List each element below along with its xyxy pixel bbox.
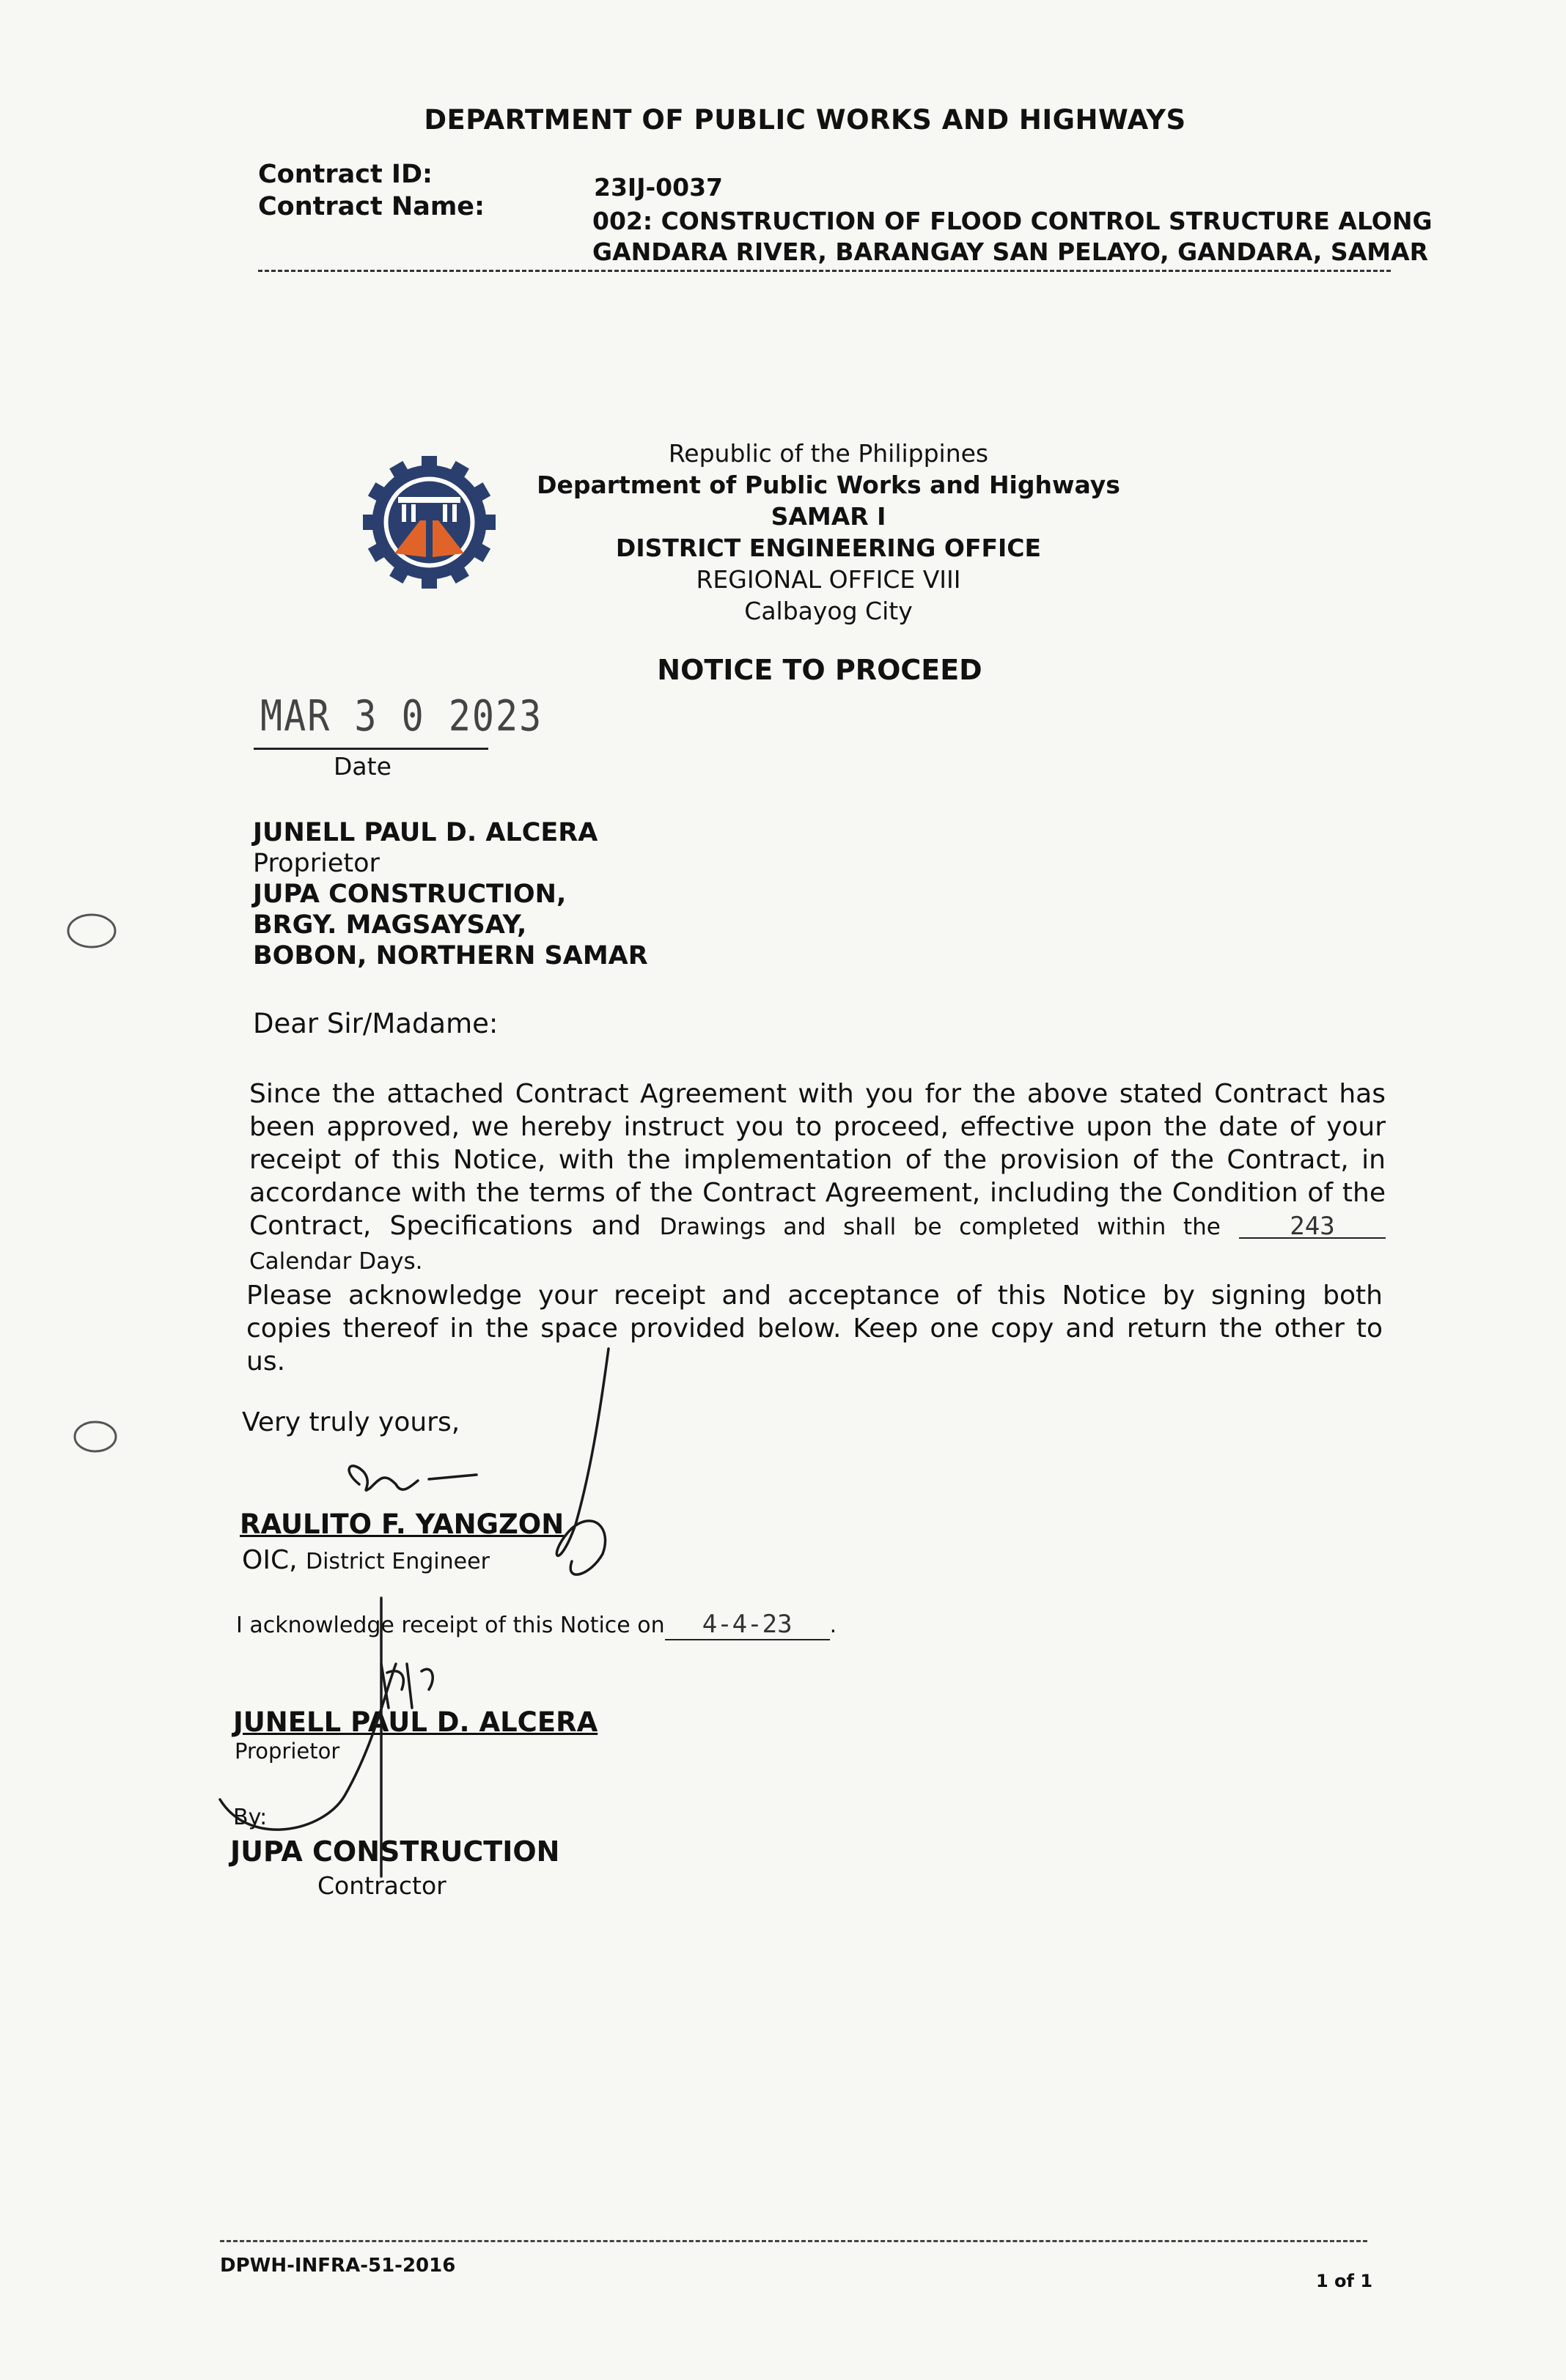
acknowledgement-text: I acknowledge receipt of this Notice on xyxy=(236,1613,665,1638)
letterhead-office: DISTRICT ENGINEERING OFFICE xyxy=(615,534,1042,562)
by-label: By: xyxy=(233,1805,268,1830)
addressee-company: JUPA CONSTRUCTION, xyxy=(253,880,567,909)
contract-name-line1: 002: CONSTRUCTION OF FLOOD CONTROL STRUCTURE ALONG xyxy=(592,207,1433,235)
contract-id-value: 23IJ-0037 xyxy=(594,173,724,202)
signatory-name: RAULITO F. YANGZON xyxy=(240,1508,565,1540)
letterhead-city: Calbayog City xyxy=(744,597,913,625)
letterhead-district: SAMAR I xyxy=(771,502,886,531)
acknowledgement-period: . xyxy=(829,1613,837,1638)
letterhead-region: REGIONAL OFFICE VIII xyxy=(696,565,961,594)
letterhead xyxy=(506,438,1151,627)
dpwh-logo xyxy=(361,454,497,590)
page-number: 1 of 1 xyxy=(1316,2271,1373,2291)
document-title: NOTICE TO PROCEED xyxy=(657,654,982,686)
closing: Very truly yours, xyxy=(242,1407,460,1437)
addressee-title: Proprietor xyxy=(253,849,380,878)
signatory-title-text: District Engineer xyxy=(306,1549,490,1574)
footer-divider xyxy=(220,2240,1367,2242)
contractor-company: JUPA CONSTRUCTION xyxy=(230,1835,560,1868)
acknowledgement-date: 4-4-23 xyxy=(665,1610,830,1640)
acknowledgement xyxy=(236,1610,837,1640)
body-text-1-tail: Calendar Days. xyxy=(249,1248,423,1275)
contract-name-label: Contract Name: xyxy=(258,192,485,221)
signatory-title xyxy=(242,1545,490,1575)
contractor-title: Proprietor xyxy=(235,1739,340,1764)
date-stamp: MAR 3 0 2023 xyxy=(260,691,543,741)
signatory-title-prefix: OIC, xyxy=(242,1545,298,1575)
addressee-address2: BOBON, NORTHERN SAMAR xyxy=(253,941,648,970)
contract-id-label: Contract ID: xyxy=(258,160,433,189)
form-code: DPWH-INFRA-51-2016 xyxy=(220,2255,456,2277)
district-engineer-signature xyxy=(349,1466,477,1490)
punch-hole-bottom xyxy=(75,1422,116,1451)
body-paragraph-2: Please acknowledge your receipt and acceptance of this Notice by signing both copies thereof in the space provided below. Keep one copy and return the other to us. xyxy=(246,1281,1383,1377)
addressee-block xyxy=(253,817,648,971)
addressee-name: JUNELL PAUL D. ALCERA xyxy=(253,818,598,847)
contract-name-line2: GANDARA RIVER, BARANGAY SAN PELAYO, GANDARA, SAMAR xyxy=(592,237,1429,266)
salutation: Dear Sir/Madame: xyxy=(253,1008,499,1039)
date-label: Date xyxy=(334,752,392,781)
body-paragraph-1 xyxy=(249,1077,1386,1278)
punch-hole-top xyxy=(68,915,115,947)
long-stroke-signature xyxy=(556,1349,609,1574)
calendar-days-value: 243 xyxy=(1239,1215,1386,1239)
letterhead-republic: Republic of the Philippines xyxy=(668,439,989,468)
header-divider xyxy=(258,270,1391,272)
body-text-1-end: Drawings and shall be completed within the xyxy=(659,1214,1221,1240)
contractor-name: JUNELL PAUL D. ALCERA xyxy=(233,1706,598,1738)
agency-title: DEPARTMENT OF PUBLIC WORKS AND HIGHWAYS xyxy=(424,104,1186,136)
date-underline xyxy=(254,748,488,750)
contractor-role: Contractor xyxy=(317,1871,446,1900)
addressee-address1: BRGY. MAGSAYSAY, xyxy=(253,910,527,940)
letterhead-department: Department of Public Works and Highways xyxy=(537,471,1120,499)
body-text-1: Since the attached Contract Agreement with you for the above stated Contract has been approved, we hereby instruct you to proceed, effective upon the date of your receipt of this Notice, with the implementation of the provision of the Contract, in accordance with the terms of the Contract Agreement, including the Condition of the Contract, Specifications and xyxy=(249,1079,1386,1241)
